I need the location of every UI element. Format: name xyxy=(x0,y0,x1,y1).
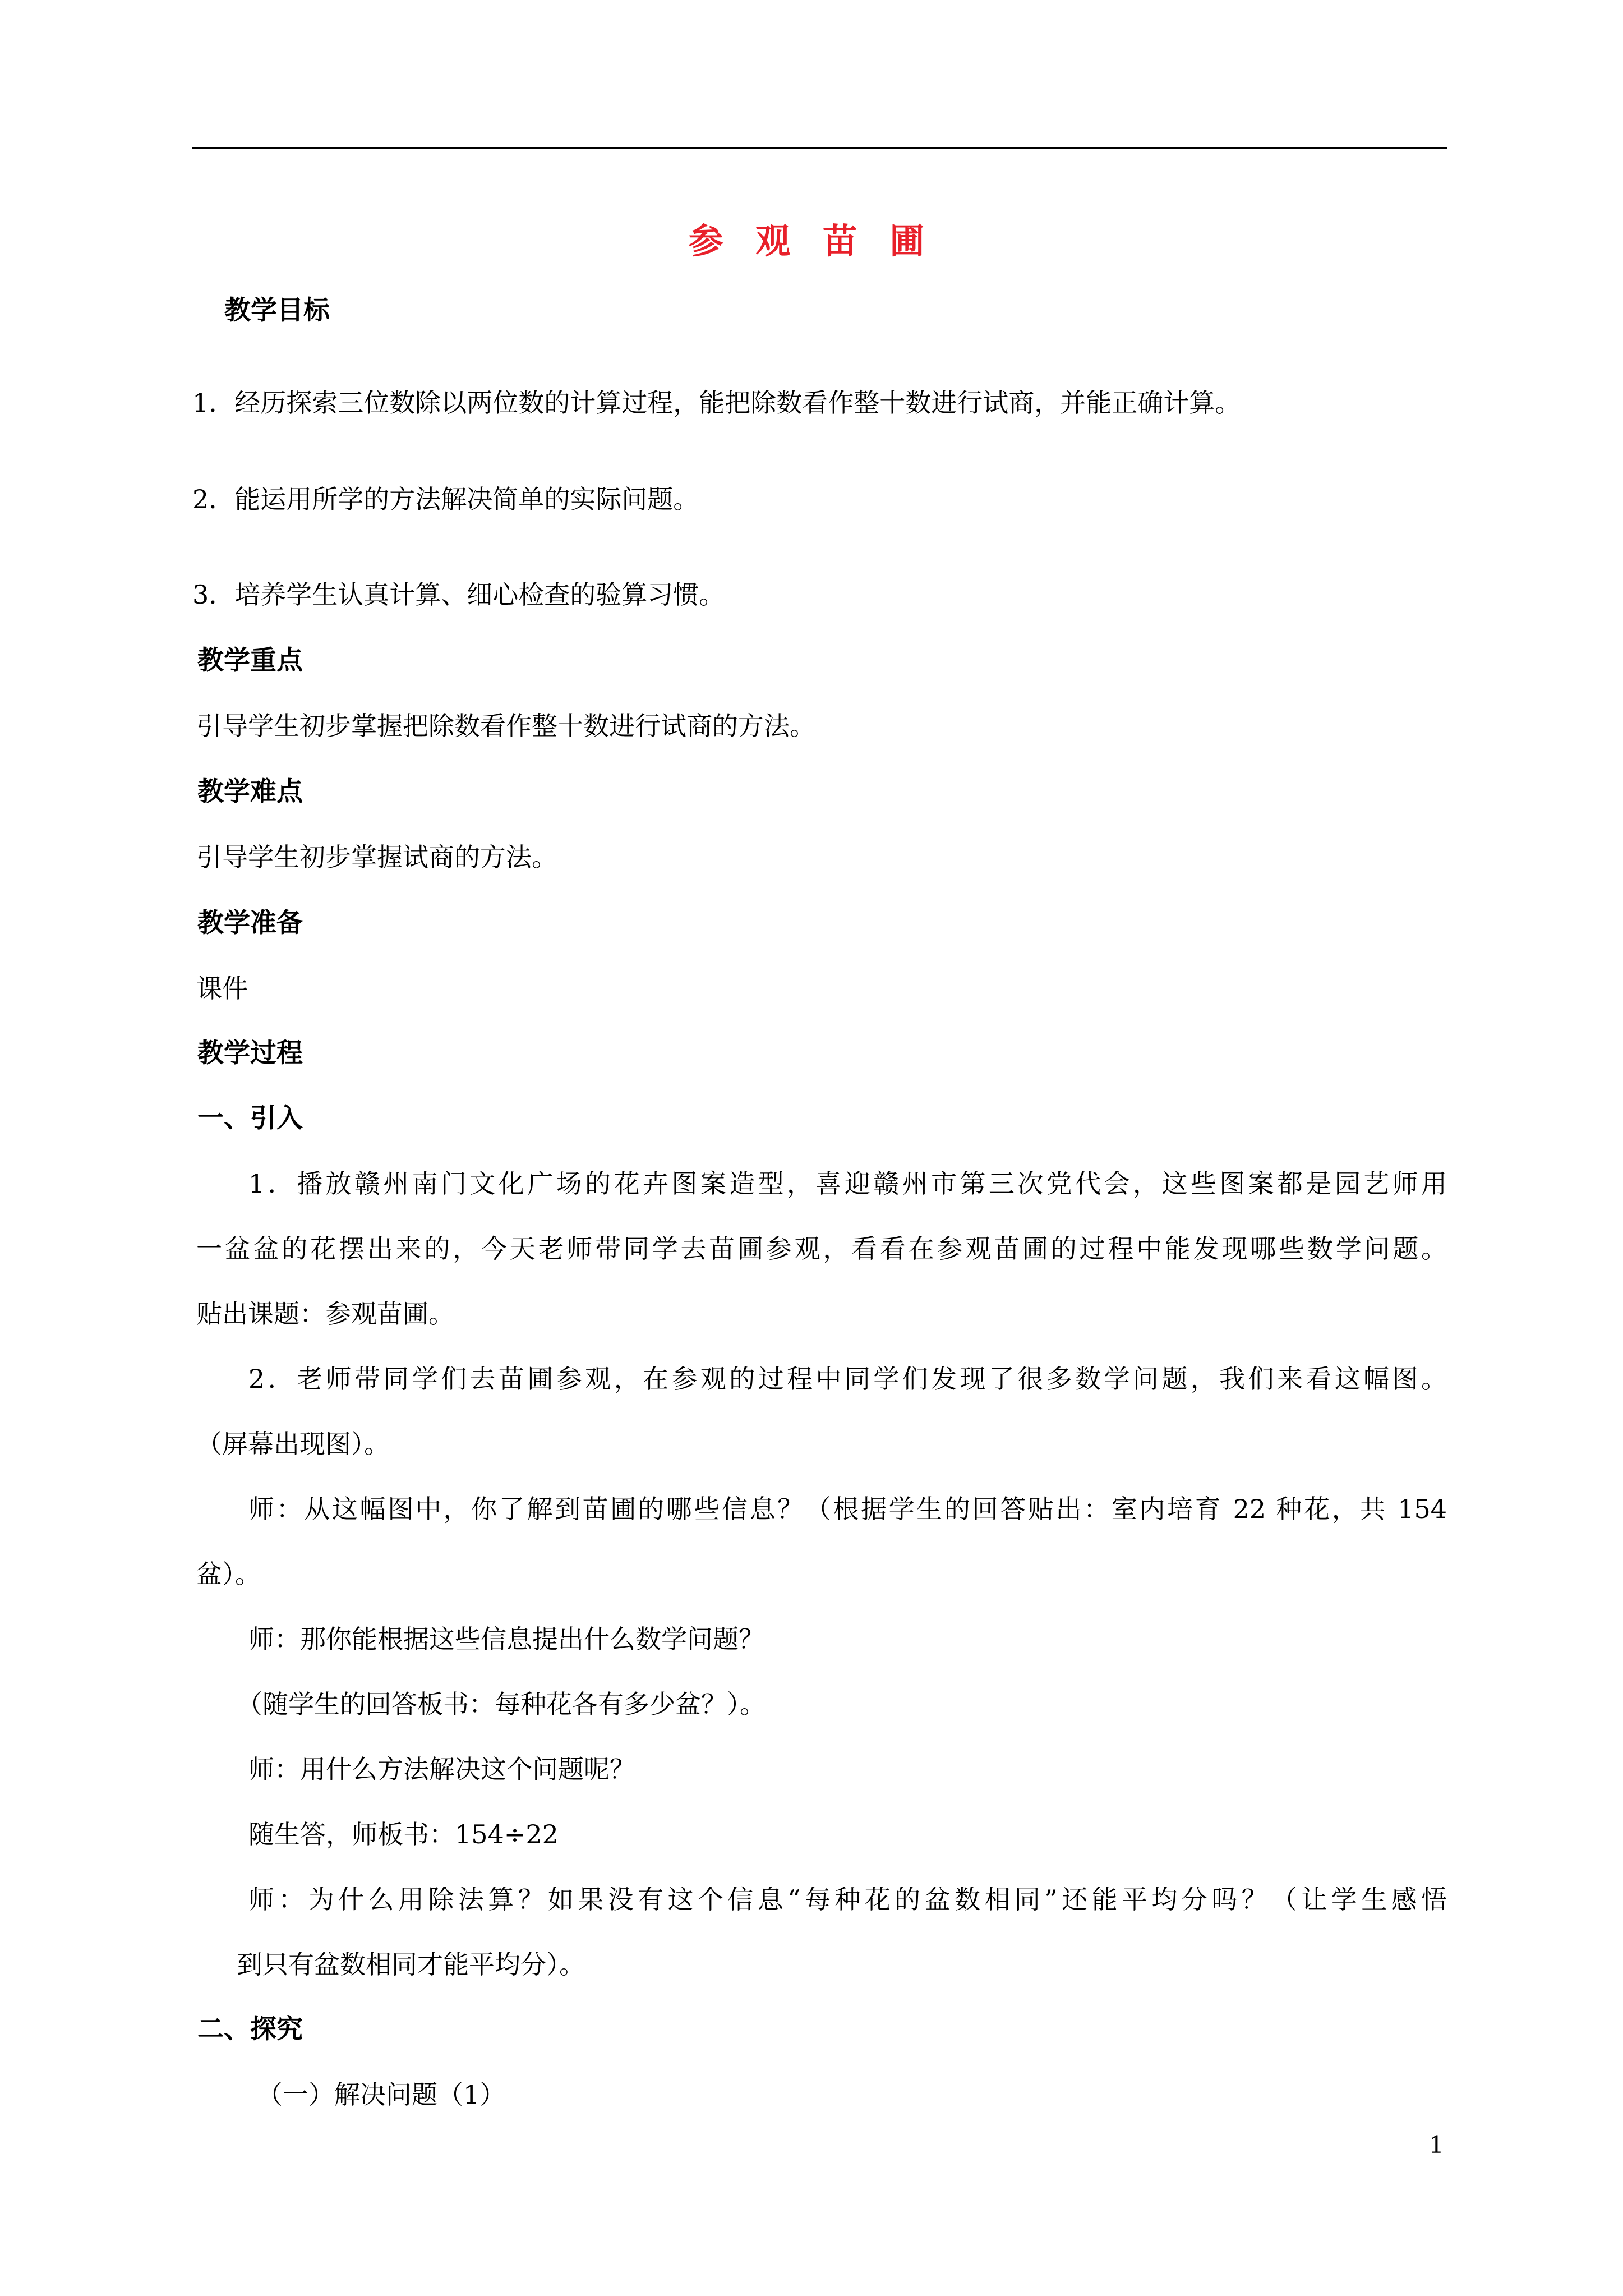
objective-item-2: 2．能运用所学的方法解决简单的实际问题。 xyxy=(192,484,699,514)
intro-p3-line-1: 师：从这幅图中，你了解到苗圃的哪些信息？（根据学生的回答贴出：室内培育 22 种花，共 154 xyxy=(248,1494,1447,1524)
intro-p5: （随学生的回答板书：每种花各有多少盆？）。 xyxy=(237,1689,766,1719)
difficulties-text: 引导学生初步掌握试商的方法。 xyxy=(196,842,557,872)
heading-exploration: 二、探究 xyxy=(197,2014,303,2045)
objective-item-1: 1．经历探索三位数除以两位数的计算过程，能把除数看作整十数进行试商，并能正确计算。 xyxy=(192,388,1241,418)
header-rule xyxy=(192,147,1447,149)
heading-difficulties: 教学难点 xyxy=(197,776,303,807)
heading-introduction: 一、引入 xyxy=(197,1103,303,1134)
page-number: 1 xyxy=(1429,2131,1444,2159)
key-points-text: 引导学生初步掌握把除数看作整十数进行试商的方法。 xyxy=(196,711,815,741)
objective-item-3: 3．培养学生认真计算、细心检查的验算习惯。 xyxy=(192,579,725,610)
intro-p2-line-2: （屏幕出现图）。 xyxy=(196,1429,390,1459)
heading-preparation: 教学准备 xyxy=(197,908,303,938)
intro-p3-line-2: 盆）。 xyxy=(196,1559,261,1589)
intro-p4: 师：那你能根据这些信息提出什么数学问题？ xyxy=(248,1624,764,1654)
intro-p2-line-1: 2．老师带同学们去苗圃参观，在参观的过程中同学们发现了很多数学问题，我们来看这幅图。 xyxy=(248,1364,1447,1394)
intro-p1-line-2: 一盆盆的花摆出来的，今天老师带同学去苗圃参观，看看在参观苗圃的过程中能发现哪些数学问题。 xyxy=(196,1234,1447,1264)
intro-p8-line-2: 到只有盆数相同才能平均分）。 xyxy=(237,1949,585,1980)
intro-p1-line-3: 贴出课题：参观苗圃。 xyxy=(196,1299,454,1329)
document-title: 参 观 苗 圃 xyxy=(688,220,935,261)
heading-objectives: 教学目标 xyxy=(224,295,330,326)
intro-p6: 师：用什么方法解决这个问题呢？ xyxy=(248,1754,635,1784)
intro-p1-line-1: 1．播放赣州南门文化广场的花卉图案造型，喜迎赣州市第三次党代会，这些图案都是园艺师用 xyxy=(248,1168,1447,1199)
heading-key-points: 教学重点 xyxy=(197,645,303,676)
preparation-text: 课件 xyxy=(196,973,248,1004)
intro-p7: 随生答，师板书：154÷22 xyxy=(248,1819,559,1849)
intro-p8-line-1: 师：为什么用除法算？如果没有这个信息“每种花的盆数相同”还能平均分吗？（让学生感悟 xyxy=(248,1884,1447,1915)
exploration-sub-1: （一）解决问题（1） xyxy=(257,2079,506,2110)
heading-process: 教学过程 xyxy=(197,1038,303,1069)
